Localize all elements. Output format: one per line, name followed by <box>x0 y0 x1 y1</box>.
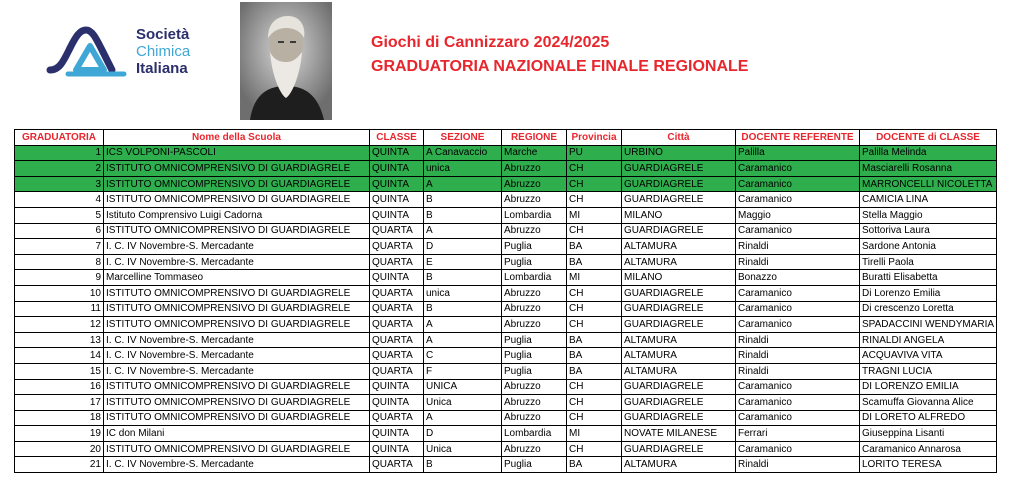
cell-region: Abruzzo <box>502 317 567 333</box>
cell-city: GUARDIAGRELE <box>622 410 736 426</box>
cell-class-teacher: Scamuffa Giovanna Alice <box>860 395 997 411</box>
cell-class: QUINTA <box>370 176 424 192</box>
column-header-class-teacher: DOCENTE di CLASSE <box>860 130 997 146</box>
cell-referent-teacher: Ferrari <box>736 426 860 442</box>
cell-class: QUINTA <box>370 426 424 442</box>
cell-city: GUARDIAGRELE <box>622 395 736 411</box>
logo-line3: Italiana <box>136 60 188 77</box>
cell-region: Puglia <box>502 348 567 364</box>
cell-city: GUARDIAGRELE <box>622 161 736 177</box>
cell-region: Abruzzo <box>502 301 567 317</box>
cell-class-teacher: Di crescenzo Loretta <box>860 301 997 317</box>
cell-rank: 19 <box>15 426 104 442</box>
cell-section: A <box>424 223 502 239</box>
table-row <box>15 254 997 270</box>
cell-referent-teacher: Rinaldi <box>736 332 860 348</box>
cell-class-teacher: ACQUAVIVA VITA <box>860 348 997 364</box>
cell-class: QUARTA <box>370 348 424 364</box>
column-header-province: Provincia <box>567 130 622 146</box>
cell-school: I. C. IV Novembre-S. Mercadante <box>104 332 370 348</box>
cell-school: ISTITUTO OMNICOMPRENSIVO DI GUARDIAGRELE <box>104 379 370 395</box>
cell-class: QUARTA <box>370 301 424 317</box>
cell-class-teacher: LORITO TERESA <box>860 457 997 473</box>
cell-city: MILANO <box>622 207 736 223</box>
cell-region: Abruzzo <box>502 176 567 192</box>
cell-province: CH <box>567 285 622 301</box>
cell-region: Abruzzo <box>502 161 567 177</box>
cell-school: I. C. IV Novembre-S. Mercadante <box>104 457 370 473</box>
cell-rank: 5 <box>15 207 104 223</box>
cell-province: BA <box>567 457 622 473</box>
cell-referent-teacher: Rinaldi <box>736 239 860 255</box>
cell-class: QUINTA <box>370 207 424 223</box>
cell-province: CH <box>567 441 622 457</box>
cell-class-teacher: TRAGNI LUCIA <box>860 363 997 379</box>
cell-class-teacher: Buratti Elisabetta <box>860 270 997 286</box>
cell-city: ALTAMURA <box>622 457 736 473</box>
cell-rank: 18 <box>15 410 104 426</box>
cell-province: BA <box>567 332 622 348</box>
column-header-school: Nome della Scuola <box>104 130 370 146</box>
cell-referent-teacher: Caramanico <box>736 192 860 208</box>
cell-region: Puglia <box>502 332 567 348</box>
column-header-region: REGIONE <box>502 130 567 146</box>
cell-section: Unica <box>424 395 502 411</box>
table-header-row <box>15 130 997 146</box>
cell-rank: 7 <box>15 239 104 255</box>
cell-class-teacher: RINALDI ANGELA <box>860 332 997 348</box>
cell-school: I. C. IV Novembre-S. Mercadante <box>104 254 370 270</box>
cell-class-teacher: Palilla Melinda <box>860 145 997 161</box>
cell-rank: 11 <box>15 301 104 317</box>
cell-class: QUARTA <box>370 363 424 379</box>
cell-class: QUINTA <box>370 145 424 161</box>
table-row <box>15 426 997 442</box>
cell-city: MILANO <box>622 270 736 286</box>
cell-referent-teacher: Bonazzo <box>736 270 860 286</box>
cell-referent-teacher: Caramanico <box>736 395 860 411</box>
table-row <box>15 457 997 473</box>
cell-province: MI <box>567 207 622 223</box>
cell-city: ALTAMURA <box>622 363 736 379</box>
cell-class: QUINTA <box>370 270 424 286</box>
cell-province: MI <box>567 270 622 286</box>
cell-province: CH <box>567 161 622 177</box>
cell-school: ISTITUTO OMNICOMPRENSIVO DI GUARDIAGRELE <box>104 161 370 177</box>
cell-rank: 2 <box>15 161 104 177</box>
cell-province: BA <box>567 239 622 255</box>
cell-rank: 21 <box>15 457 104 473</box>
cell-section: D <box>424 426 502 442</box>
cell-school: ISTITUTO OMNICOMPRENSIVO DI GUARDIAGRELE <box>104 395 370 411</box>
cell-referent-teacher: Palilla <box>736 145 860 161</box>
cell-class-teacher: Di Lorenzo Emilia <box>860 285 997 301</box>
table-row <box>15 410 997 426</box>
cell-school: ISTITUTO OMNICOMPRENSIVO DI GUARDIAGRELE <box>104 176 370 192</box>
cell-class: QUINTA <box>370 161 424 177</box>
cell-class: QUARTA <box>370 223 424 239</box>
cell-class-teacher: Stella Maggio <box>860 207 997 223</box>
cell-class-teacher: Sottoriva Laura <box>860 223 997 239</box>
table-row <box>15 379 997 395</box>
cell-city: ALTAMURA <box>622 332 736 348</box>
cell-rank: 15 <box>15 363 104 379</box>
cell-city: GUARDIAGRELE <box>622 379 736 395</box>
cell-rank: 16 <box>15 379 104 395</box>
cell-school: ISTITUTO OMNICOMPRENSIVO DI GUARDIAGRELE <box>104 285 370 301</box>
cell-province: MI <box>567 426 622 442</box>
table-row <box>15 441 997 457</box>
cell-referent-teacher: Caramanico <box>736 161 860 177</box>
cell-city: URBINO <box>622 145 736 161</box>
cell-school: ISTITUTO OMNICOMPRENSIVO DI GUARDIAGRELE <box>104 317 370 333</box>
cell-region: Abruzzo <box>502 410 567 426</box>
cell-rank: 12 <box>15 317 104 333</box>
cell-section: Unica <box>424 441 502 457</box>
cell-school: ISTITUTO OMNICOMPRENSIVO DI GUARDIAGRELE <box>104 410 370 426</box>
cell-section: E <box>424 254 502 270</box>
page-subtitle: GRADUATORIA NAZIONALE FINALE REGIONALE <box>371 58 749 75</box>
cell-section: unica <box>424 161 502 177</box>
cell-region: Lombardia <box>502 207 567 223</box>
cell-class-teacher: SPADACCINI WENDYMARIA <box>860 317 997 333</box>
cell-class-teacher: Caramanico Annarosa <box>860 441 997 457</box>
cell-rank: 17 <box>15 395 104 411</box>
cell-region: Lombardia <box>502 426 567 442</box>
cell-city: GUARDIAGRELE <box>622 176 736 192</box>
column-header-referent-teacher: DOCENTE REFERENTE <box>736 130 860 146</box>
table-row <box>15 161 997 177</box>
table-row <box>15 270 997 286</box>
cell-province: CH <box>567 410 622 426</box>
cell-section: B <box>424 270 502 286</box>
table-row <box>15 145 997 161</box>
portrait-icon <box>240 2 332 120</box>
cell-referent-teacher: Rinaldi <box>736 457 860 473</box>
table-row <box>15 192 997 208</box>
cell-section: B <box>424 192 502 208</box>
cell-referent-teacher: Rinaldi <box>736 348 860 364</box>
cell-section: C <box>424 348 502 364</box>
cell-referent-teacher: Caramanico <box>736 410 860 426</box>
cell-class: QUARTA <box>370 317 424 333</box>
cell-region: Abruzzo <box>502 395 567 411</box>
cell-referent-teacher: Caramanico <box>736 317 860 333</box>
cell-referent-teacher: Caramanico <box>736 176 860 192</box>
cell-class: QUINTA <box>370 379 424 395</box>
cell-province: PU <box>567 145 622 161</box>
table-row <box>15 176 997 192</box>
cell-class: QUINTA <box>370 192 424 208</box>
table-body <box>15 145 997 472</box>
cell-class: QUINTA <box>370 395 424 411</box>
table-row <box>15 363 997 379</box>
cell-city: GUARDIAGRELE <box>622 192 736 208</box>
cell-province: CH <box>567 176 622 192</box>
cell-province: BA <box>567 348 622 364</box>
cell-city: NOVATE MILANESE <box>622 426 736 442</box>
cell-class-teacher: Sardone Antonia <box>860 239 997 255</box>
cell-referent-teacher: Rinaldi <box>736 363 860 379</box>
cell-referent-teacher: Caramanico <box>736 223 860 239</box>
cell-province: BA <box>567 254 622 270</box>
cell-city: GUARDIAGRELE <box>622 441 736 457</box>
cell-school: ISTITUTO OMNICOMPRENSIVO DI GUARDIAGRELE <box>104 192 370 208</box>
cell-region: Abruzzo <box>502 379 567 395</box>
cell-referent-teacher: Rinaldi <box>736 254 860 270</box>
ranking-table <box>14 129 997 473</box>
cell-school: Marcelline Tommaseo <box>104 270 370 286</box>
table-row <box>15 239 997 255</box>
logo-line2: Chimica <box>136 43 191 60</box>
cell-rank: 20 <box>15 441 104 457</box>
table-row <box>15 223 997 239</box>
cell-class: QUARTA <box>370 457 424 473</box>
cell-class-teacher: MARRONCELLI NICOLETTA <box>860 176 997 192</box>
cell-class-teacher: DI LORETO ALFREDO <box>860 410 997 426</box>
cell-province: CH <box>567 223 622 239</box>
cell-rank: 10 <box>15 285 104 301</box>
portrait-photo <box>240 2 332 120</box>
cell-section: A <box>424 317 502 333</box>
cell-section: unica <box>424 285 502 301</box>
cell-class: QUARTA <box>370 239 424 255</box>
cell-section: B <box>424 207 502 223</box>
cell-region: Marche <box>502 145 567 161</box>
table-row <box>15 285 997 301</box>
cell-class-teacher: Giuseppina Lisanti <box>860 426 997 442</box>
cell-rank: 8 <box>15 254 104 270</box>
cell-section: A <box>424 176 502 192</box>
cell-class-teacher: DI LORENZO EMILIA <box>860 379 997 395</box>
cell-referent-teacher: Caramanico <box>736 301 860 317</box>
cell-school: I. C. IV Novembre-S. Mercadante <box>104 363 370 379</box>
cell-rank: 1 <box>15 145 104 161</box>
societa-chimica-italiana-logo <box>46 22 206 84</box>
cell-class: QUARTA <box>370 410 424 426</box>
table-row <box>15 317 997 333</box>
cell-school: ISTITUTO OMNICOMPRENSIVO DI GUARDIAGRELE <box>104 441 370 457</box>
cell-city: ALTAMURA <box>622 254 736 270</box>
cell-rank: 6 <box>15 223 104 239</box>
table-row <box>15 395 997 411</box>
table-row <box>15 332 997 348</box>
cell-rank: 4 <box>15 192 104 208</box>
cell-class: QUARTA <box>370 285 424 301</box>
cell-referent-teacher: Caramanico <box>736 441 860 457</box>
cell-province: CH <box>567 192 622 208</box>
cell-rank: 9 <box>15 270 104 286</box>
cell-section: B <box>424 457 502 473</box>
cell-section: A <box>424 410 502 426</box>
cell-rank: 14 <box>15 348 104 364</box>
cell-section: D <box>424 239 502 255</box>
cell-region: Lombardia <box>502 270 567 286</box>
logo-mark-icon <box>46 22 132 82</box>
cell-province: CH <box>567 301 622 317</box>
table-row <box>15 301 997 317</box>
cell-school: I. C. IV Novembre-S. Mercadante <box>104 348 370 364</box>
cell-rank: 13 <box>15 332 104 348</box>
cell-referent-teacher: Caramanico <box>736 285 860 301</box>
cell-province: BA <box>567 363 622 379</box>
cell-class-teacher: Tirelli Paola <box>860 254 997 270</box>
cell-school: I. C. IV Novembre-S. Mercadante <box>104 239 370 255</box>
cell-rank: 3 <box>15 176 104 192</box>
cell-region: Puglia <box>502 363 567 379</box>
cell-region: Puglia <box>502 254 567 270</box>
cell-province: CH <box>567 317 622 333</box>
cell-school: IC don Milani <box>104 426 370 442</box>
table-row <box>15 348 997 364</box>
cell-class-teacher: Masciarelli Rosanna <box>860 161 997 177</box>
cell-province: CH <box>567 395 622 411</box>
cell-city: GUARDIAGRELE <box>622 223 736 239</box>
cell-referent-teacher: Caramanico <box>736 379 860 395</box>
cell-city: ALTAMURA <box>622 239 736 255</box>
column-header-rank: GRADUATORIA <box>15 130 104 146</box>
cell-school: ISTITUTO OMNICOMPRENSIVO DI GUARDIAGRELE <box>104 223 370 239</box>
cell-school: ISTITUTO OMNICOMPRENSIVO DI GUARDIAGRELE <box>104 301 370 317</box>
logo-line1: Società <box>136 26 190 43</box>
cell-city: GUARDIAGRELE <box>622 301 736 317</box>
cell-school: Istituto Comprensivo Luigi Cadorna <box>104 207 370 223</box>
cell-region: Abruzzo <box>502 223 567 239</box>
column-header-section: SEZIONE <box>424 130 502 146</box>
cell-region: Puglia <box>502 457 567 473</box>
cell-class: QUARTA <box>370 254 424 270</box>
cell-section: A <box>424 332 502 348</box>
cell-school: ICS VOLPONI-PASCOLI <box>104 145 370 161</box>
column-header-city: Città <box>622 130 736 146</box>
cell-referent-teacher: Maggio <box>736 207 860 223</box>
cell-region: Abruzzo <box>502 441 567 457</box>
cell-city: GUARDIAGRELE <box>622 285 736 301</box>
cell-region: Puglia <box>502 239 567 255</box>
cell-city: GUARDIAGRELE <box>622 317 736 333</box>
cell-class: QUINTA <box>370 441 424 457</box>
cell-section: A Canavaccio <box>424 145 502 161</box>
table-row <box>15 207 997 223</box>
cell-region: Abruzzo <box>502 285 567 301</box>
page-title: Giochi di Cannizzaro 2024/2025 <box>371 34 610 51</box>
cell-section: F <box>424 363 502 379</box>
cell-city: ALTAMURA <box>622 348 736 364</box>
cell-class: QUARTA <box>370 332 424 348</box>
cell-region: Abruzzo <box>502 192 567 208</box>
cell-section: B <box>424 301 502 317</box>
column-header-class: CLASSE <box>370 130 424 146</box>
cell-province: CH <box>567 379 622 395</box>
cell-section: UNICA <box>424 379 502 395</box>
cell-class-teacher: CAMICIA LINA <box>860 192 997 208</box>
